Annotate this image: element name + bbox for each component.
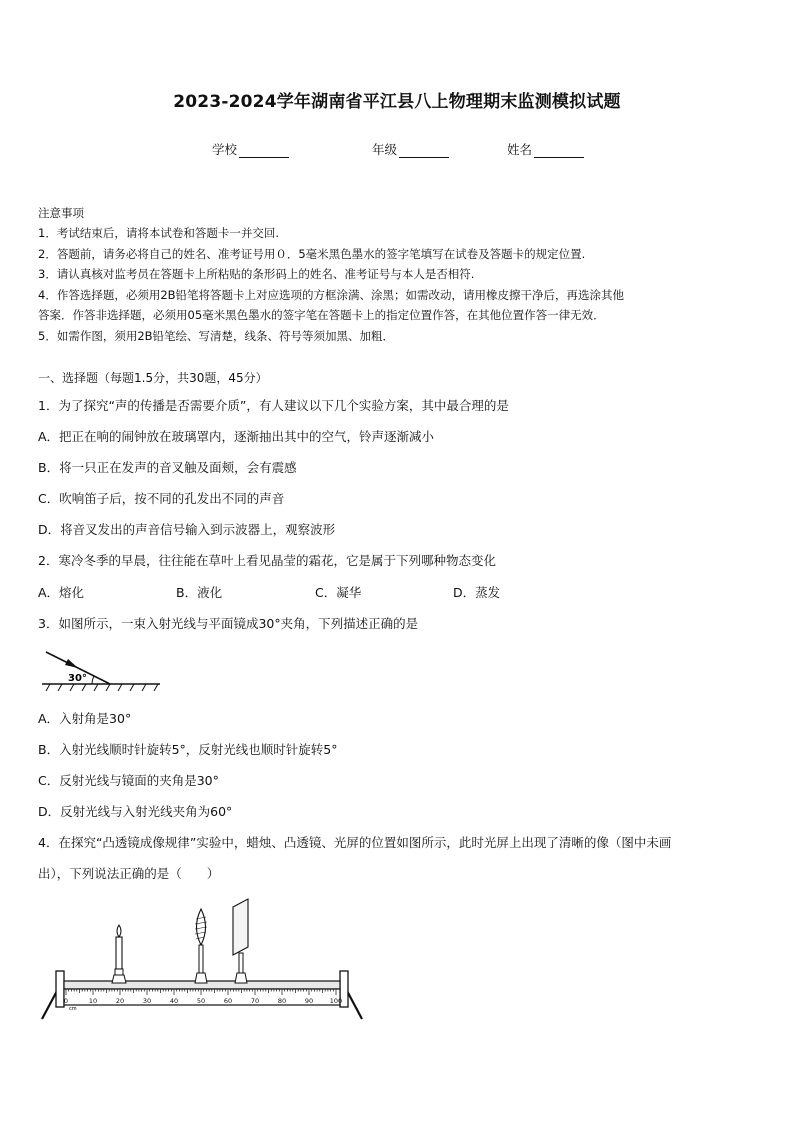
q3-option-b: B．入射光线顺时针旋转5°，反射光线也顺时针旋转5°: [38, 742, 338, 757]
ruler-label: 30: [142, 997, 152, 1005]
ruler-label: 40: [169, 997, 179, 1005]
ruler-label: 20: [115, 997, 125, 1005]
optical-bench-diagram: [36, 893, 366, 1025]
q2-option-d: D．蒸发: [453, 585, 501, 600]
candle-holder: [115, 969, 123, 975]
name-label: 姓名: [507, 142, 533, 157]
lens-base: [195, 973, 207, 983]
candle-body: [116, 937, 122, 969]
notes-heading: 注意事项: [38, 206, 84, 220]
q3-option-a: A．入射角是30°: [38, 711, 132, 726]
convex-lens: [195, 909, 207, 983]
lens-stand: [199, 945, 203, 973]
bench-end-left: [56, 971, 64, 1007]
school-label: 学校: [212, 142, 238, 157]
lens-body: [197, 909, 206, 945]
q2-option-b: B．液化: [176, 585, 223, 600]
page-title: 2023-2024学年湖南省平江县八上物理期末监测模拟试题: [173, 92, 621, 112]
q3-option-d: D．反射光线与入射光线夹角为60°: [38, 804, 233, 819]
q4-stem-line1: 4．在探究“凸透镜成像规律”实验中，蜡烛、凸透镜、光屏的位置如图所示，此时光屏上出现了清晰的像（图中未画: [38, 835, 672, 850]
name-blank: [534, 143, 584, 158]
screen-stand: [239, 953, 243, 973]
note-item-1: 1．考试结束后，请将本试卷和答题卡一并交回.: [38, 226, 279, 240]
mirror-diagram: [38, 640, 168, 696]
ruler-label: 100: [329, 997, 343, 1005]
q2-option-a: A．熔化: [38, 585, 85, 600]
school-field: [212, 140, 289, 158]
q1-option-c: C．吹响笛子后，按不同的孔发出不同的声音: [38, 491, 285, 506]
q1-option-a: A．把正在响的闹钟放在玻璃罩内，逐渐抽出其中的空气，铃声逐渐减小: [38, 429, 435, 444]
ruler-label: 60: [223, 997, 233, 1005]
angle-arc: [92, 676, 94, 684]
note-item-3: 3．请认真核对监考员在答题卡上所粘贴的条形码上的姓名、准考证号与本人是否相符.: [38, 267, 475, 281]
ruler-label: 70: [250, 997, 260, 1005]
q3-stem: 3．如图所示，一束入射光线与平面镜成30°夹角，下列描述正确的是: [38, 616, 419, 631]
screen-panel: [233, 899, 248, 955]
note-item-4-cont: 答案．作答非选择题，必须用05毫米黑色墨水的签字笔在答题卡上的指定位置作答，在其他位置作答一律无效．: [38, 308, 605, 322]
name-field: [507, 140, 584, 158]
note-item-4: 4．作答选择题，必须用2B铅笔将答题卡上对应选项的方框涂满、涂黑；如需改动，请用橡皮擦干净后，再选涂其他: [38, 288, 625, 302]
ruler-label: 10: [88, 997, 98, 1005]
candle: [112, 925, 126, 983]
q4-stem-line2: 出），下列说法正确的是（ ）: [38, 866, 220, 881]
ruler-label: 90: [304, 997, 314, 1005]
grade-label: 年级: [372, 142, 398, 157]
candle-base: [112, 975, 126, 983]
ray-arrowhead: [65, 659, 78, 668]
section-heading: 一、选择题（每题1.5分，共30题，45分）: [38, 371, 268, 385]
ruler-label: 50: [196, 997, 206, 1005]
mirror-hatching: [46, 684, 158, 691]
grade-blank: [399, 143, 449, 158]
grade-field: [372, 140, 449, 158]
q2-stem: 2．寒冷冬季的早晨，往往能在草叶上看见晶莹的霜花，它是属于下列哪种物态变化: [38, 553, 496, 568]
q3-option-c: C．反射光线与镜面的夹角是30°: [38, 773, 219, 788]
school-blank: [239, 143, 289, 158]
note-item-5: 5．如需作图，须用2B铅笔绘、写清楚，线条、符号等须加黑、加粗．: [38, 329, 395, 343]
candle-flame: [117, 925, 121, 937]
q2-option-c: C．凝华: [315, 585, 362, 600]
light-screen: [233, 899, 248, 983]
note-item-2: 2．答题前，请务必将自己的姓名、准考证号用０．5毫米黑色墨水的签字笔填写在试卷及答题卡的规定位置.: [38, 247, 586, 261]
ruler-label: 0: [63, 997, 69, 1005]
q1-option-d: D．将音叉发出的声音信号输入到示波器上，观察波形: [38, 522, 336, 537]
q1-stem: 1．为了探究“声的传播是否需要介质”，有人建议以下几个实验方案，其中最合理的是: [38, 398, 509, 413]
ruler-unit: cm: [69, 1006, 77, 1012]
ruler-label: 80: [277, 997, 287, 1005]
screen-base: [235, 973, 247, 983]
angle-label: 30°: [68, 673, 87, 684]
q1-option-b: B．将一只正在发声的音叉触及面颊，会有震感: [38, 460, 297, 475]
